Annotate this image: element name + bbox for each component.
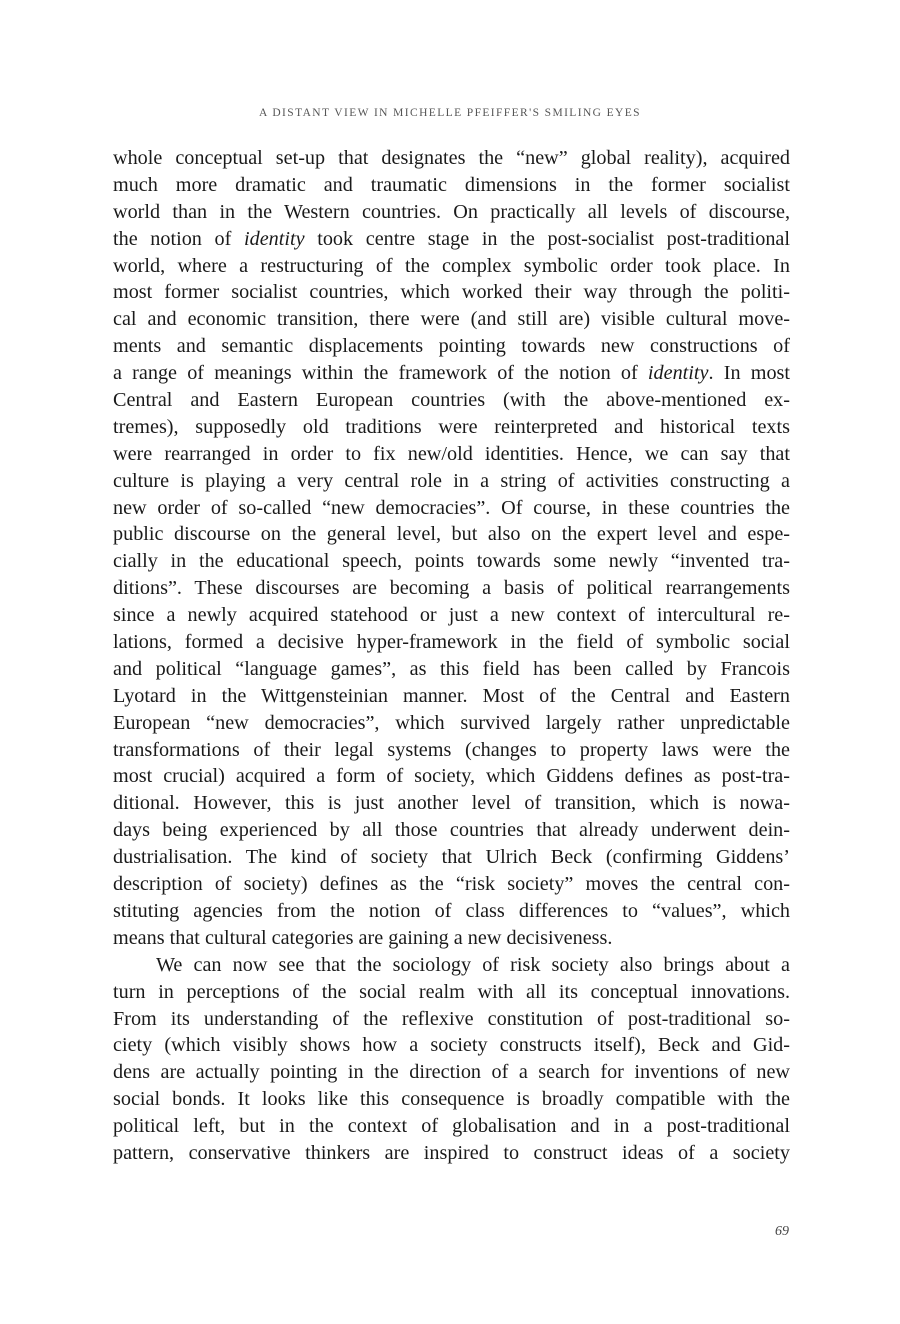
running-head: A DISTANT VIEW IN MICHELLE PFEIFFER'S SMILING EYES: [259, 107, 641, 119]
text-line: days being experienced by all those countries that already underwent dein-: [113, 819, 790, 842]
text-line: cially in the educational speech, points towards some newly “invented tra-: [113, 550, 790, 573]
body-text: [113, 145, 790, 1167]
paragraph-1: [113, 145, 790, 952]
text-line: pattern, conservative thinkers are inspired to construct ideas of a society: [113, 1141, 790, 1164]
text-line: and political “language games”, as this field has been called by Francois: [113, 657, 790, 680]
text-line: whole conceptual set-up that designates the “new” global reality), acquired: [113, 147, 790, 169]
text-line: much more dramatic and traumatic dimensions in the former socialist: [113, 173, 790, 196]
text-line: From its understanding of the reflexive constitution of post-traditional so-: [113, 1007, 790, 1030]
text-line: world than in the Western countries. On practically all levels of discourse,: [113, 200, 790, 223]
text-line: dustrialisation. The kind of society that Ulrich Beck (confirming Giddens’: [113, 846, 790, 869]
text-line: since a newly acquired statehood or just a new context of intercultural re-: [113, 604, 790, 627]
text-line: ciety (which visibly shows how a society constructs itself), Beck and Gid-: [113, 1034, 790, 1057]
text-line: tremes), supposedly old traditions were reinterpreted and historical texts: [113, 415, 790, 438]
text-line: social bonds. It looks like this consequence is broadly compatible with the: [113, 1088, 790, 1111]
paragraph-2: [113, 952, 790, 1167]
text-line: ditions”. These discourses are becoming a basis of political rearrangements: [113, 577, 790, 600]
text-line: political left, but in the context of globalisation and in a post-traditional: [113, 1115, 790, 1138]
text-line: Central and Eastern European countries (with the above-mentioned ex-: [113, 389, 790, 412]
text-line: ditional. However, this is just another level of transition, which is nowa-: [113, 792, 790, 815]
text-line: a range of meanings within the framework of the notion of identity. In most: [113, 362, 790, 385]
text-line: most crucial) acquired a form of society, which Giddens defines as post-tra-: [113, 765, 790, 788]
text-line: world, where a restructuring of the complex symbolic order took place. In: [113, 254, 790, 277]
text-line: Lyotard in the Wittgensteinian manner. Most of the Central and Eastern: [113, 684, 790, 707]
text-line: dens are actually pointing in the direction of a search for inventions of new: [113, 1061, 790, 1084]
text-line: the notion of identity took centre stage in the post-socialist post-traditional: [113, 227, 790, 250]
text-line: were rearranged in order to fix new/old identities. Hence, we can say that: [113, 442, 790, 465]
text-line: turn in perceptions of the social realm with all its conceptual innovations.: [113, 980, 790, 1003]
text-line: European “new democracies”, which survived largely rather unpredictable: [113, 711, 790, 734]
text-line: transformations of their legal systems (changes to property laws were the: [113, 738, 790, 761]
text-line: ments and semantic displacements pointing towards new constructions of: [113, 335, 790, 358]
text-line: public discourse on the general level, but also on the expert level and espe-: [113, 523, 790, 546]
text-line: new order of so-called “new democracies”. Of course, in these countries the: [113, 496, 790, 519]
text-line: stituting agencies from the notion of class differences to “values”, which: [113, 899, 790, 922]
page-number: 69: [775, 1224, 789, 1239]
text-line: description of society) defines as the “risk society” moves the central con-: [113, 873, 790, 896]
text-line: We can now see that the sociology of risk society also brings about a: [156, 953, 790, 976]
text-line: means that cultural categories are gaining a new decisiveness.: [113, 926, 613, 949]
text-line: most former socialist countries, which worked their way through the politi-: [113, 281, 790, 304]
text-line: culture is playing a very central role in a string of activities constructing a: [113, 469, 790, 492]
text-line: lations, formed a decisive hyper-framework in the field of symbolic social: [113, 631, 790, 654]
text-line: cal and economic transition, there were (and still are) visible cultural move-: [113, 308, 790, 331]
